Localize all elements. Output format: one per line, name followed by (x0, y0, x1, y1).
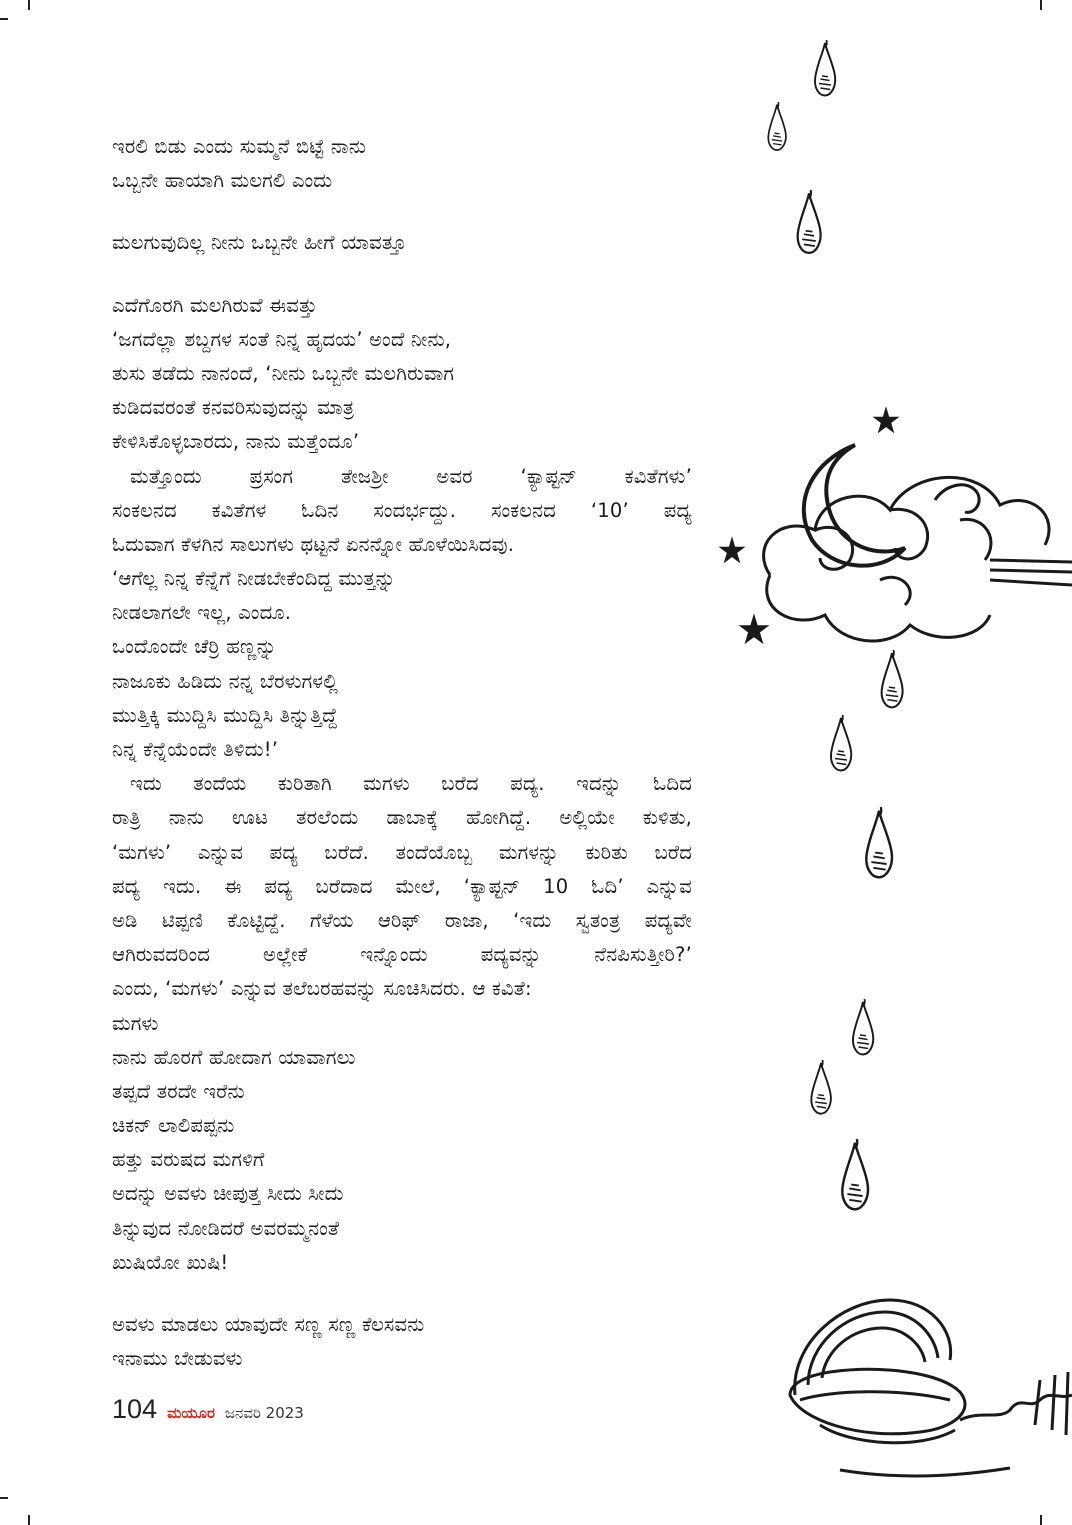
prose-line: ರಾತ್ರಿ ನಾನು ಊಟ ತರಲೆಂದು ಡಾಬಾಕ್ಕೆ ಹೋಗಿದ್ದೆ. ಅಲ್ಲಿಯೇ ಕುಳಿತು, (112, 806, 692, 830)
prose-line: ಅಡಿ ಟಿಪ್ಪಣಿ ಕೊಟ್ಟಿದ್ದೆ. ಗೆಳೆಯ ಆರಿಫ್ ರಾಜಾ, ‘ಇದು ಸ್ವತಂತ್ರ ಪದ್ಯವೇ (112, 908, 692, 932)
poem-line: ಹತ್ತು ವರುಷದ ಮಗಳಿಗೆ (112, 1148, 265, 1172)
shell-icon (790, 1300, 1072, 1476)
prose-line: ಪದ್ಯ ಇದು. ಈ ಪದ್ಯ ಬರೆದಾದ ಮೇಲೆ, ‘ಕ್ಯಾಪ್ಟನ್ 10 ಓದಿ’ ಎನ್ನುವ (112, 874, 692, 898)
poem-line: ಅವಳು ಮಾಡಲು ಯಾವುದೇ ಸಣ್ಣ ಸಣ್ಣ ಕೆಲಸವನು (112, 1313, 425, 1336)
crop-mark-left-bottom (0, 1497, 8, 1499)
raindrop-icon (831, 715, 851, 771)
star-icon (720, 538, 744, 562)
magazine-name: ಮಯೂರ (167, 1404, 215, 1422)
prose-line: ಎಂದು, ‘ಮಗಳು’ ಎನ್ನುವ ತಲೆಬರಹವನ್ನು ಸೂಚಿಸಿದರು. ಆ ಕವಿತೆ: (112, 977, 532, 1001)
poem-line: ಕೇಳಿಸಿಕೊಳ್ಳಬಾರದು, ನಾನು ಮತ್ತೆಂದೂ’ (112, 430, 360, 454)
raindrop-icon (811, 1060, 831, 1114)
poem-title: ಮಗಳು (112, 1011, 159, 1035)
crescent-moon-icon (804, 445, 905, 566)
prose-line: ಓದುವಾಗ ಕೆಳಗಿನ ಸಾಲುಗಳು ಥಟ್ಟನೆ ಏನನ್ನೋ ಹೊಳೆಯಿಸಿದವು. (112, 532, 515, 556)
stanza-gap (112, 1280, 692, 1308)
poem-line: ಚಿಕನ್ ಲಾಲಿಪಪ್ಪನು (112, 1114, 235, 1138)
poem-line: ತುಸು ತಡೆದು ನಾನಂದೆ, ‘ನೀನು ಒಬ್ಬನೇ ಮಲಗಿರುವಾಗ (112, 361, 455, 385)
prose-line: ಇದು ತಂದೆಯ ಕುರಿತಾಗಿ ಮಗಳು ಬರೆದ ಪದ್ಯ. ಇದನ್ನು ಓದಿದ (130, 772, 692, 796)
poem-line: ಮಲಗುವುದಿಲ್ಲ ನೀನು ಒಬ್ಬನೇ ಹೀಗೆ ಯಾವತ್ತೂ (112, 231, 407, 255)
raindrop-icon (815, 40, 835, 96)
crop-mark-top-left (28, 0, 30, 10)
prose-line: ಆಗಿರುವದರಿಂದ ಅಲ್ಲೇಕೆ ಇನ್ನೊಂದು ಪದ್ಯವನ್ನು ನೆನಪಿಸುತ್ತೀರಿ?’ (112, 943, 692, 967)
quoted-poem-line: ‘ಆಗೆಲ್ಲ ನಿನ್ನ ಕೆನ್ನೆಗೆ ನೀಡಬೇಕೆಂದಿದ್ದ ಮುತ್ತನ್ನು (112, 567, 396, 591)
poem-line: ಕುಡಿದವರಂತೆ ಕನವರಿಸುವುದನ್ನು ಮಾತ್ರ (112, 396, 355, 420)
page-number: 104 (112, 1394, 158, 1424)
prose-line: ‘ಮಗಳು’ ಎನ್ನುವ ಪದ್ಯ ಬರೆದೆ. ತಂದೆಯೊಬ್ಬ ಮಗಳನ್ನು ಕುರಿತು ಬರೆದ (112, 840, 692, 864)
article-body (112, 130, 692, 1376)
star-icon (874, 408, 898, 432)
poem-line: ತಿನ್ನುವುದ ನೋಡಿದರೆ ಅವರಮ್ಮನಂತೆ (112, 1216, 340, 1240)
quoted-poem-line: ನಾಜೂಕು ಹಿಡಿದು ನನ್ನ ಬೆರಳುಗಳಲ್ಲಿ (112, 669, 339, 693)
raindrop-icon (866, 807, 892, 877)
poem-line: ತಪ್ಪದೆ ತರದೇ ಇರೆನು (112, 1079, 245, 1103)
poem-line: ಖುಷಿಯೋ ಖುಷಿ! (112, 1250, 229, 1274)
prose-line: ಸಂಕಲನದ ಕವಿತೆಗಳ ಓದಿನ ಸಂದರ್ಭದ್ದು. ಸಂಕಲನದ ‘10’ ಪದ್ಯ (112, 498, 692, 522)
quoted-poem-line: ಒಂದೊಂದೇ ಚೆರ್ರಿ ಹಣ್ಣನ್ನು (112, 635, 277, 659)
page-footer (112, 1394, 304, 1425)
illustration (700, 0, 1072, 1525)
quoted-poem-line: ನಿನ್ನ ಕೆನ್ನೆಯೆಂದೇ ತಿಳಿದು!’ (112, 738, 279, 761)
raindrop-icon (768, 102, 786, 150)
stanza-gap (112, 198, 692, 226)
star-icon (740, 615, 768, 643)
poem-line: ಅದನ್ನು ಅವಳು ಚೀಪುತ್ತ ಸೀದು ಸೀದು (112, 1182, 344, 1206)
poem-line: ಒಬ್ಬನೇ ಹಾಯಾಗಿ ಮಲಗಲಿ ಎಂದು (112, 169, 333, 193)
prose-line: ಮತ್ತೊಂದು ಪ್ರಸಂಗ ತೇಜಶ್ರೀ ಅವರ ‘ಕ್ಯಾಪ್ಟನ್ ಕವಿತೆಗಳು’ (130, 464, 692, 488)
poem-line: ನಾನು ಹೊರಗೆ ಹೋದಾಗ ಯಾವಾಗಲು (112, 1045, 356, 1069)
poem-line: ಇನಾಮು ಬೇಡುವಳು (112, 1347, 243, 1371)
poem-line: ಎದೆಗೊರಗಿ ಮಲಗಿರುವೆ ಈವತ್ತು (112, 293, 318, 317)
quoted-poem-line: ನೀಡಲಾಗಲೇ ಇಲ್ಲ, ಎಂದೂ. (112, 601, 292, 625)
raindrop-icon (853, 999, 873, 1055)
issue-date: ಜನವರಿ 2023 (224, 1404, 304, 1422)
quoted-poem-line: ಮುತ್ತಿಕ್ಕಿ ಮುದ್ದಿಸಿ ಮುದ್ದಿಸಿ ತಿನ್ನುತ್ತಿದ್ದೆ (112, 703, 338, 727)
cloud-icon (764, 477, 1072, 641)
poem-line: ಇರಲಿ ಬಿಡು ಎಂದು ಸುಮ್ಮನೆ ಬಿಟ್ಟೆ ನಾನು (112, 135, 367, 158)
raindrop-icon (798, 190, 821, 253)
raindrop-icon (882, 650, 903, 707)
stanza-gap (112, 261, 692, 289)
crop-mark-bottom-left (28, 1515, 30, 1525)
crop-mark-left-top (0, 18, 8, 20)
raindrop-icon (842, 1139, 868, 1209)
poem-line: ‘ಜಗದೆಲ್ಲಾ ಶಬ್ದಗಳ ಸಂತೆ ನಿನ್ನ ಹೃದಯ’ ಅಂದೆ ನೀನು, (112, 327, 452, 351)
